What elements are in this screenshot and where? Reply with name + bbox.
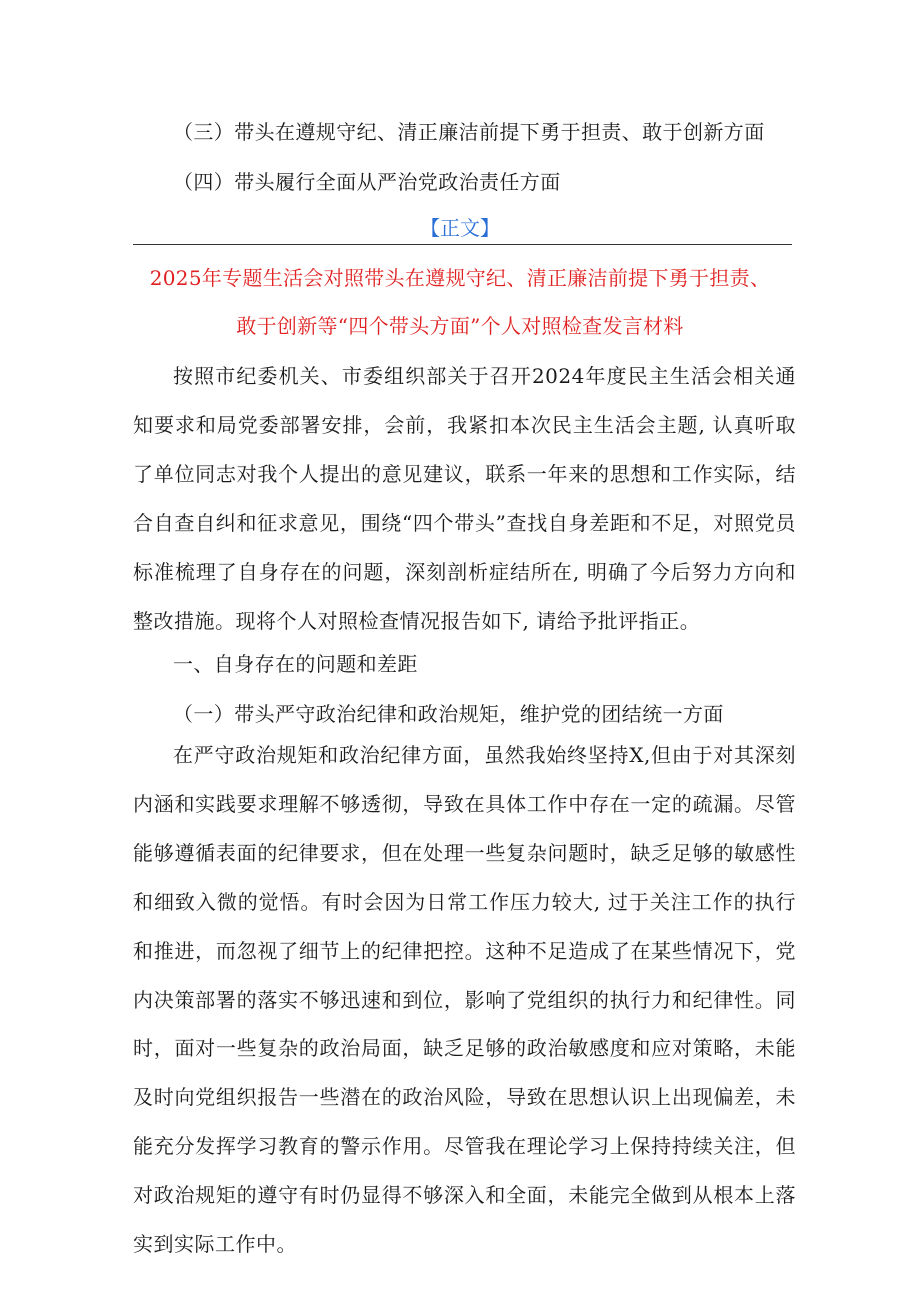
divider-line [133,244,792,245]
document-title-line-2: 敢于创新等“四个带头方面”个人对照检查发言材料 [236,314,684,338]
body-marker: 【正文】 [420,216,500,240]
toc-item-3: （三）带头在遵规守纪、清正廉洁前提下勇于担责、敢于创新方面 [173,120,765,144]
document-title-line-1: 2025年专题生活会对照带头在遵规守纪、清正廉洁前提下勇于担责、 [149,266,771,290]
section-heading: 一、自身存在的问题和差距 [173,652,418,676]
subsection-heading: （一）带头严守政治纪律和政治规矩，维护党的团结统一方面 [173,702,724,726]
body-paragraph: 在严守政治规矩和政治纪律方面，虽然我始终坚持X,但由于对其深刻内涵和实践要求理解不够透彻，导致在具体工作中存在一定的疏漏。尽管能够遵循表面的纪律要求，但在处理一些复杂问题时，缺乏足够的敏感性和细致入微的觉悟。有时会因为日常工作压力较大, 过于关注工作的执行和推进，而忽视了细节上的纪律把控。这种不足造成了在某些情况下，党内决策部署的落实不够迅速和到位，影响了党组织的执行力和纪律性。同时，面对一些复杂的政治局面，缺乏足够的政治敏感度和应对策略，未能及时向党组织报告一些潜在的政治风险，导致在思想认识上出现偏差，未能充分发挥学习教育的警示作用。尽管我在理论学习上保持持续关注，但对政治规矩的遵守有时仍显得不够深入和全面，未能完全做到从根本上落实到实际工作中。 [133,743,796,1257]
intro-paragraph: 按照市纪委机关、市委组织部关于召开2024年度民主生活会相关通知要求和局党委部署安排，会前，我紧扣本次民主生活会主题, 认真听取了单位同志对我个人提出的意见建议，联系一年来的思想和工作实际，结合自查自纠和征求意见，围绕“四个带头”查找自身差距和不足，对照党员标准梳理了自身存在的问题，深刻剖析症结所在, 明确了今后努力方向和整改措施。现将个人对照检查情况报告如下, 请给予批评指正。 [133,364,796,633]
toc-item-4: （四）带头履行全面从严治党政治责任方面 [173,170,561,194]
